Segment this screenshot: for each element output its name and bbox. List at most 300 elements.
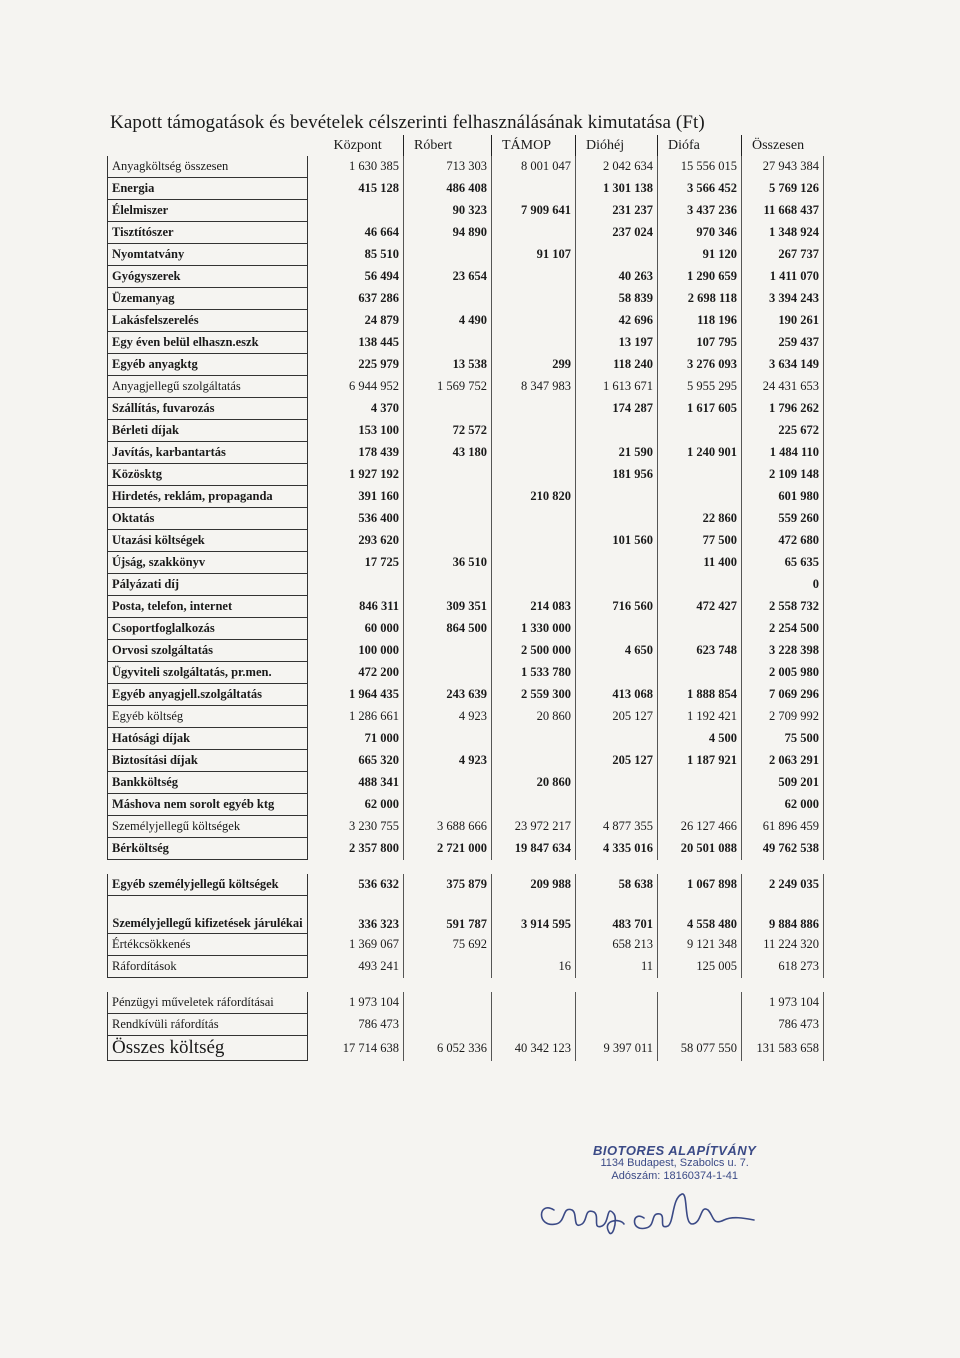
cell-összesen: 24 431 653	[742, 376, 824, 398]
cell-róbert	[404, 1014, 492, 1036]
cell-dióhéj	[576, 486, 658, 508]
cell-összesen: 1 796 262	[742, 398, 824, 420]
header-robert: Róbert	[404, 135, 492, 156]
table-row	[108, 310, 824, 332]
cell-dióhéj	[576, 772, 658, 794]
cell-róbert	[404, 728, 492, 750]
cell-dióhéj: 2 042 634	[576, 156, 658, 178]
cell-központ: 17 725	[308, 552, 404, 574]
cell-központ: 178 439	[308, 442, 404, 464]
cell-központ: 293 620	[308, 530, 404, 552]
cell-összesen: 61 896 459	[742, 816, 824, 838]
cell-róbert	[404, 486, 492, 508]
cell-róbert: 375 879	[404, 874, 492, 896]
row-label: Tisztítószer	[108, 222, 308, 244]
row-label: Élelmiszer	[108, 200, 308, 222]
table-row	[108, 772, 824, 794]
cell-központ: 472 200	[308, 662, 404, 684]
cell-támop	[492, 530, 576, 552]
table-row	[108, 332, 824, 354]
cell-diófa: 22 860	[658, 508, 742, 530]
header-tamop: TÁMOP	[492, 135, 576, 156]
cell-támop: 299	[492, 354, 576, 376]
cell-diófa	[658, 1014, 742, 1036]
cell-összesen: 2 005 980	[742, 662, 824, 684]
cell-dióhéj: 1 301 138	[576, 178, 658, 200]
cell-támop: 19 847 634	[492, 838, 576, 860]
cell-támop	[492, 750, 576, 772]
cell-róbert	[404, 640, 492, 662]
cell-dióhéj	[576, 508, 658, 530]
cell-támop	[492, 574, 576, 596]
table-row	[108, 874, 824, 896]
cell-támop	[492, 178, 576, 200]
table-row	[108, 640, 824, 662]
table-row	[108, 706, 824, 728]
cell-dióhéj: 4 335 016	[576, 838, 658, 860]
cell-központ: 6 944 952	[308, 376, 404, 398]
cell-összesen: 786 473	[742, 1014, 824, 1036]
cell-róbert: 486 408	[404, 178, 492, 200]
cell-diófa: 118 196	[658, 310, 742, 332]
row-label: Biztosítási díjak	[108, 750, 308, 772]
table-row	[108, 464, 824, 486]
cell-támop: 3 914 595	[492, 896, 576, 934]
cell-központ: 1 630 385	[308, 156, 404, 178]
cell-támop	[492, 398, 576, 420]
cell-diófa: 1 240 901	[658, 442, 742, 464]
cell-dióhéj: 13 197	[576, 332, 658, 354]
cell-támop: 40 342 123	[492, 1036, 576, 1061]
row-label: Csoportfoglalkozás	[108, 618, 308, 640]
row-label: Nyomtatvány	[108, 244, 308, 266]
cell-támop: 8 001 047	[492, 156, 576, 178]
cell-diófa: 3 437 236	[658, 200, 742, 222]
cell-összesen: 559 260	[742, 508, 824, 530]
cell-dióhéj: 658 213	[576, 934, 658, 956]
cell-központ: 336 323	[308, 896, 404, 934]
cell-diófa: 4 558 480	[658, 896, 742, 934]
table-row	[108, 934, 824, 956]
cell-diófa: 1 192 421	[658, 706, 742, 728]
cell-támop	[492, 508, 576, 530]
cell-diófa	[658, 772, 742, 794]
table-row	[108, 750, 824, 772]
cell-összesen: 2 254 500	[742, 618, 824, 640]
cell-támop	[492, 332, 576, 354]
cell-támop	[492, 552, 576, 574]
table-row	[108, 420, 824, 442]
stamp-address: 1134 Budapest, Szabolcs u. 7.	[600, 1157, 749, 1169]
row-label: Anyagjellegű szolgáltatás	[108, 376, 308, 398]
cell-támop: 2 500 000	[492, 640, 576, 662]
cell-dióhéj: 1 613 671	[576, 376, 658, 398]
cell-összesen: 267 737	[742, 244, 824, 266]
table-row	[108, 992, 824, 1014]
document-title: Kapott támogatások és bevételek célszerinti felhasználásának kimutatása (Ft)	[110, 112, 705, 133]
cell-dióhéj	[576, 420, 658, 442]
cell-diófa: 472 427	[658, 596, 742, 618]
cell-összesen: 2 249 035	[742, 874, 824, 896]
cell-központ: 488 341	[308, 772, 404, 794]
cell-róbert	[404, 288, 492, 310]
table-row	[108, 1036, 824, 1061]
signature-icon	[532, 1180, 762, 1250]
cell-központ: 637 286	[308, 288, 404, 310]
table-body	[108, 156, 824, 1061]
row-spacer	[108, 860, 824, 875]
cell-diófa: 11 400	[658, 552, 742, 574]
row-label: Javítás, karbantartás	[108, 442, 308, 464]
cell-róbert: 90 323	[404, 200, 492, 222]
cell-támop: 23 972 217	[492, 816, 576, 838]
cell-támop	[492, 288, 576, 310]
cell-összesen: 225 672	[742, 420, 824, 442]
table-row	[108, 200, 824, 222]
cell-dióhéj: 413 068	[576, 684, 658, 706]
table-row	[108, 552, 824, 574]
cell-diófa: 77 500	[658, 530, 742, 552]
cell-támop	[492, 420, 576, 442]
cell-róbert: 309 351	[404, 596, 492, 618]
cell-központ	[308, 574, 404, 596]
cell-központ: 536 400	[308, 508, 404, 530]
cell-összesen: 259 437	[742, 332, 824, 354]
cell-dióhéj	[576, 728, 658, 750]
cell-róbert: 4 490	[404, 310, 492, 332]
cell-központ: 153 100	[308, 420, 404, 442]
cell-róbert: 23 654	[404, 266, 492, 288]
cell-támop: 16	[492, 956, 576, 978]
cell-róbert	[404, 508, 492, 530]
cell-dióhéj: 42 696	[576, 310, 658, 332]
cell-róbert: 713 303	[404, 156, 492, 178]
table-row	[108, 684, 824, 706]
table-row	[108, 618, 824, 640]
cell-támop: 1 533 780	[492, 662, 576, 684]
cell-diófa: 15 556 015	[658, 156, 742, 178]
cell-összesen: 7 069 296	[742, 684, 824, 706]
cell-központ: 536 632	[308, 874, 404, 896]
expense-table	[107, 135, 824, 1061]
cell-támop: 8 347 983	[492, 376, 576, 398]
cell-összesen: 5 769 126	[742, 178, 824, 200]
cell-összesen: 2 558 732	[742, 596, 824, 618]
cell-dióhéj: 118 240	[576, 354, 658, 376]
cell-diófa: 107 795	[658, 332, 742, 354]
cell-róbert: 591 787	[404, 896, 492, 934]
cell-diófa: 26 127 466	[658, 816, 742, 838]
cell-diófa: 2 698 118	[658, 288, 742, 310]
cell-támop	[492, 1014, 576, 1036]
cell-róbert	[404, 244, 492, 266]
cell-róbert: 72 572	[404, 420, 492, 442]
row-label: Anyagköltség összesen	[108, 156, 308, 178]
stamp-name: BIOTORES ALAPÍTVÁNY	[593, 1143, 757, 1158]
row-label: Személyjellegű kifizetések járulékai	[108, 896, 308, 934]
cell-diófa: 91 120	[658, 244, 742, 266]
spacer-cell	[108, 978, 824, 993]
cell-róbert	[404, 530, 492, 552]
cell-összesen: 3 228 398	[742, 640, 824, 662]
cell-dióhéj	[576, 992, 658, 1014]
cell-összesen: 2 109 148	[742, 464, 824, 486]
cell-összesen: 9 884 886	[742, 896, 824, 934]
cell-támop: 20 860	[492, 706, 576, 728]
row-label: Közösktg	[108, 464, 308, 486]
cell-támop	[492, 464, 576, 486]
cell-központ: 2 357 800	[308, 838, 404, 860]
cell-központ: 1 286 661	[308, 706, 404, 728]
cell-diófa: 20 501 088	[658, 838, 742, 860]
table-header-row	[108, 135, 824, 156]
cell-összesen: 1 348 924	[742, 222, 824, 244]
cell-róbert	[404, 574, 492, 596]
cell-róbert: 75 692	[404, 934, 492, 956]
table-row	[108, 398, 824, 420]
cell-központ: 56 494	[308, 266, 404, 288]
cell-összesen: 1 411 070	[742, 266, 824, 288]
row-label: Oktatás	[108, 508, 308, 530]
cell-központ: 1 964 435	[308, 684, 404, 706]
cell-összesen: 601 980	[742, 486, 824, 508]
header-dioshej: Dióhéj	[576, 135, 658, 156]
cell-dióhéj: 4 650	[576, 640, 658, 662]
cell-diófa: 125 005	[658, 956, 742, 978]
cell-összesen: 2 709 992	[742, 706, 824, 728]
cell-központ	[308, 200, 404, 222]
cell-központ: 100 000	[308, 640, 404, 662]
cell-összesen: 1 973 104	[742, 992, 824, 1014]
cell-központ: 786 473	[308, 1014, 404, 1036]
row-label: Pályázati díj	[108, 574, 308, 596]
cell-támop	[492, 794, 576, 816]
cell-róbert	[404, 398, 492, 420]
row-label: Újság, szakkönyv	[108, 552, 308, 574]
cell-dióhéj	[576, 794, 658, 816]
cell-róbert	[404, 332, 492, 354]
cell-dióhéj: 716 560	[576, 596, 658, 618]
cell-róbert: 2 721 000	[404, 838, 492, 860]
table-row	[108, 486, 824, 508]
row-label: Egyéb személyjellegű költségek	[108, 874, 308, 896]
cell-összesen: 49 762 538	[742, 838, 824, 860]
cell-róbert	[404, 794, 492, 816]
cell-dióhéj: 181 956	[576, 464, 658, 486]
row-label: Bankköltség	[108, 772, 308, 794]
table-row	[108, 794, 824, 816]
row-label: Orvosi szolgáltatás	[108, 640, 308, 662]
cell-diófa: 1 888 854	[658, 684, 742, 706]
cell-összesen: 27 943 384	[742, 156, 824, 178]
cell-támop: 2 559 300	[492, 684, 576, 706]
table-row	[108, 156, 824, 178]
cell-összesen: 11 224 320	[742, 934, 824, 956]
cell-diófa: 5 955 295	[658, 376, 742, 398]
stamp-tax-id: Adószám: 18160374-1-41	[611, 1170, 738, 1182]
cell-összesen: 1 484 110	[742, 442, 824, 464]
row-label: Értékcsökkenés	[108, 934, 308, 956]
cell-támop: 1 330 000	[492, 618, 576, 640]
table-row	[108, 442, 824, 464]
cell-dióhéj: 11	[576, 956, 658, 978]
cell-összesen: 3 394 243	[742, 288, 824, 310]
cell-dióhéj: 174 287	[576, 398, 658, 420]
cell-dióhéj: 231 237	[576, 200, 658, 222]
row-label: Hatósági díjak	[108, 728, 308, 750]
cell-diófa	[658, 794, 742, 816]
cell-diófa	[658, 486, 742, 508]
cell-diófa	[658, 420, 742, 442]
cell-diófa	[658, 662, 742, 684]
header-label-cell	[108, 135, 308, 156]
cell-központ: 71 000	[308, 728, 404, 750]
cell-összesen: 618 273	[742, 956, 824, 978]
row-label: Szállítás, fuvarozás	[108, 398, 308, 420]
cell-dióhéj: 483 701	[576, 896, 658, 934]
table-row	[108, 222, 824, 244]
cell-diófa	[658, 464, 742, 486]
cell-róbert: 4 923	[404, 706, 492, 728]
cell-összesen: 65 635	[742, 552, 824, 574]
cell-diófa: 970 346	[658, 222, 742, 244]
cell-diófa: 4 500	[658, 728, 742, 750]
cell-támop	[492, 266, 576, 288]
cell-dióhéj: 40 263	[576, 266, 658, 288]
table-row	[108, 816, 824, 838]
spacer-cell	[108, 860, 824, 875]
cell-róbert	[404, 464, 492, 486]
cell-összesen: 75 500	[742, 728, 824, 750]
cell-központ: 46 664	[308, 222, 404, 244]
cell-központ: 1 927 192	[308, 464, 404, 486]
cell-összesen: 509 201	[742, 772, 824, 794]
cell-róbert: 94 890	[404, 222, 492, 244]
cell-róbert: 864 500	[404, 618, 492, 640]
cell-dióhéj	[576, 552, 658, 574]
cell-központ: 60 000	[308, 618, 404, 640]
cell-támop	[492, 728, 576, 750]
cell-összesen: 11 668 437	[742, 200, 824, 222]
row-label: Gyógyszerek	[108, 266, 308, 288]
row-label: Lakásfelszerelés	[108, 310, 308, 332]
cell-róbert: 6 052 336	[404, 1036, 492, 1061]
table-row	[108, 354, 824, 376]
cell-diófa: 1 187 921	[658, 750, 742, 772]
row-label: Rendkívüli ráfordítás	[108, 1014, 308, 1036]
cell-összesen: 472 680	[742, 530, 824, 552]
cell-összesen: 62 000	[742, 794, 824, 816]
cell-dióhéj	[576, 662, 658, 684]
table-row	[108, 530, 824, 552]
cell-központ: 3 230 755	[308, 816, 404, 838]
cell-róbert	[404, 772, 492, 794]
row-label: Bérköltség	[108, 838, 308, 860]
cell-róbert: 3 688 666	[404, 816, 492, 838]
cell-dióhéj: 101 560	[576, 530, 658, 552]
cell-diófa: 3 566 452	[658, 178, 742, 200]
row-label: Bérleti díjak	[108, 420, 308, 442]
cell-támop	[492, 442, 576, 464]
cell-diófa	[658, 992, 742, 1014]
cell-diófa: 1 617 605	[658, 398, 742, 420]
cell-összesen: 131 583 658	[742, 1036, 824, 1061]
cell-diófa: 1 290 659	[658, 266, 742, 288]
cell-központ: 17 714 638	[308, 1036, 404, 1061]
row-label: Üzemanyag	[108, 288, 308, 310]
row-label: Egyéb költség	[108, 706, 308, 728]
cell-összesen: 0	[742, 574, 824, 596]
cell-támop	[492, 934, 576, 956]
row-label: Máshova nem sorolt egyéb ktg	[108, 794, 308, 816]
table-row	[108, 288, 824, 310]
table-row	[108, 574, 824, 596]
cell-dióhéj	[576, 244, 658, 266]
cell-központ: 62 000	[308, 794, 404, 816]
cell-dióhéj: 58 638	[576, 874, 658, 896]
table-row	[108, 178, 824, 200]
cell-összesen: 190 261	[742, 310, 824, 332]
cell-diófa	[658, 574, 742, 596]
cell-központ: 1 369 067	[308, 934, 404, 956]
cell-központ: 391 160	[308, 486, 404, 508]
cell-központ: 85 510	[308, 244, 404, 266]
table-row	[108, 956, 824, 978]
header-kozpont: Központ	[333, 138, 382, 153]
header-diofa: Diófa	[658, 135, 742, 156]
row-label: Energia	[108, 178, 308, 200]
cell-dióhéj: 4 877 355	[576, 816, 658, 838]
cell-róbert: 13 538	[404, 354, 492, 376]
cell-róbert: 243 639	[404, 684, 492, 706]
cell-diófa	[658, 618, 742, 640]
cell-központ: 665 320	[308, 750, 404, 772]
cell-diófa: 3 276 093	[658, 354, 742, 376]
organization-stamp	[593, 1144, 756, 1183]
row-label: Egyéb anyagjell.szolgáltatás	[108, 684, 308, 706]
cell-támop: 209 988	[492, 874, 576, 896]
cell-dióhéj	[576, 1014, 658, 1036]
cell-központ: 415 128	[308, 178, 404, 200]
cell-támop	[492, 992, 576, 1014]
table-row	[108, 662, 824, 684]
cell-dióhéj	[576, 574, 658, 596]
cell-dióhéj: 9 397 011	[576, 1036, 658, 1061]
cell-támop	[492, 310, 576, 332]
table-row	[108, 508, 824, 530]
cell-dióhéj: 21 590	[576, 442, 658, 464]
row-label: Egyéb anyagktg	[108, 354, 308, 376]
row-label: Összes költség	[108, 1036, 308, 1061]
table-row	[108, 596, 824, 618]
table-row	[108, 266, 824, 288]
header-osszesen: Összesen	[742, 135, 824, 156]
cell-támop	[492, 222, 576, 244]
cell-dióhéj: 205 127	[576, 706, 658, 728]
row-label: Posta, telefon, internet	[108, 596, 308, 618]
cell-központ: 846 311	[308, 596, 404, 618]
table-row	[108, 244, 824, 266]
cell-diófa: 623 748	[658, 640, 742, 662]
cell-központ: 225 979	[308, 354, 404, 376]
cell-támop: 91 107	[492, 244, 576, 266]
cell-róbert	[404, 662, 492, 684]
cell-központ: 4 370	[308, 398, 404, 420]
row-label: Személyjellegű költségek	[108, 816, 308, 838]
cell-dióhéj: 58 839	[576, 288, 658, 310]
cell-dióhéj	[576, 618, 658, 640]
cell-központ: 24 879	[308, 310, 404, 332]
